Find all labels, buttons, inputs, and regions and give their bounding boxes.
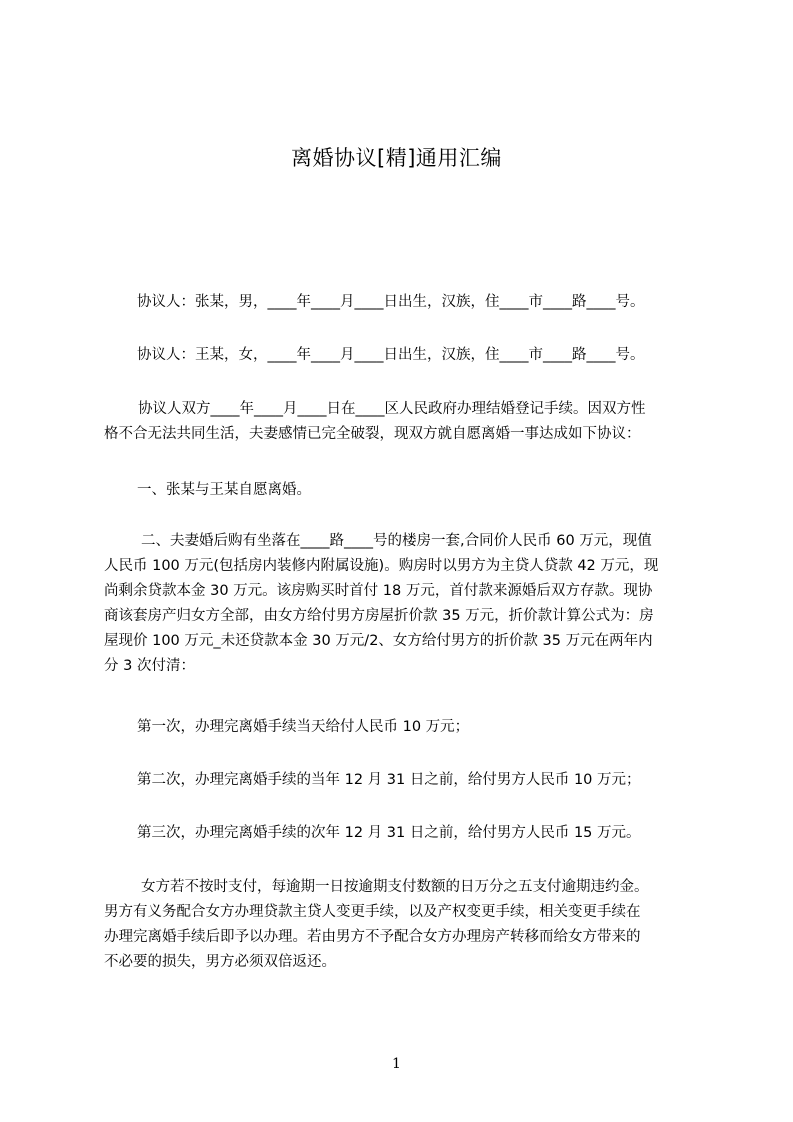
party-2-line: 协议人：王某，女，____年____月____日出生，汉族，住____市____路____号。 [137, 347, 645, 363]
clause-2-line-6: 分 3 次付清： [104, 658, 195, 674]
intro-paragraph [104, 397, 704, 447]
page-number: 1 [392, 1056, 401, 1072]
penalty-line-2: 男方有义务配合女方办理贷款主贷人变更手续，以及产权变更手续，相关变更手续在 [104, 904, 641, 920]
penalty-paragraph [104, 875, 704, 975]
payment-3-line: 第三次，办理完离婚手续的次年 12 月 31 日之前，给付男方人民币 15 万元。 [137, 825, 641, 841]
clause-2-line-5: 屋现价 100 万元_未还贷款本金 30 万元/2、女方给付男方的折价款 35 万元在两年内 [104, 633, 653, 649]
clause-2-line-2: 人民币 100 万元(包括房内装修内附属设施)。购房时以男方为主贷人贷款 42 万元，现 [104, 558, 659, 574]
clause-2-line-3: 尚剩余贷款本金 30 万元。该房购买时首付 18 万元，首付款来源婚后双方存款。现协 [104, 583, 653, 599]
intro-line-1: 协议人双方____年____月____日在____区人民政府办理结婚登记手续。因双方性 [138, 401, 646, 417]
party-1-line: 协议人：张某，男，____年____月____日出生，汉族，住____市____路____号。 [137, 294, 645, 310]
clause-2-paragraph [104, 529, 704, 679]
document-title: 离婚协议[精]通用汇编 [291, 146, 502, 170]
penalty-line-4: 不必要的损失，男方必须双倍返还。 [104, 954, 336, 970]
intro-line-2: 格不合无法共同生活，夫妻感情已完全破裂，现双方就自愿离婚一事达成如下协议： [104, 426, 641, 442]
payment-1-line: 第一次，办理完离婚手续当天给付人民币 10 万元； [137, 719, 470, 735]
payment-2-line: 第二次，办理完离婚手续的当年 12 月 31 日之前，给付男方人民币 10 万元； [137, 772, 641, 788]
penalty-line-1: 女方若不按时支付，每逾期一日按逾期支付数额的日万分之五支付逾期违约金。 [141, 879, 649, 895]
clause-2-line-1: 二、夫妻婚后购有坐落在____路____号的楼房一套,合同价人民币 60 万元，现值 [141, 533, 652, 549]
clause-2-line-4: 商该套房产归女方全部，由女方给付男方房屋折价款 35 万元，折价款计算公式为：房 [104, 608, 654, 624]
clause-1-line: 一、张某与王某自愿离婚。 [137, 482, 311, 498]
penalty-line-3: 办理完离婚手续后即予以办理。若由男方不予配合女方办理房产转移而给女方带来的 [104, 929, 641, 945]
